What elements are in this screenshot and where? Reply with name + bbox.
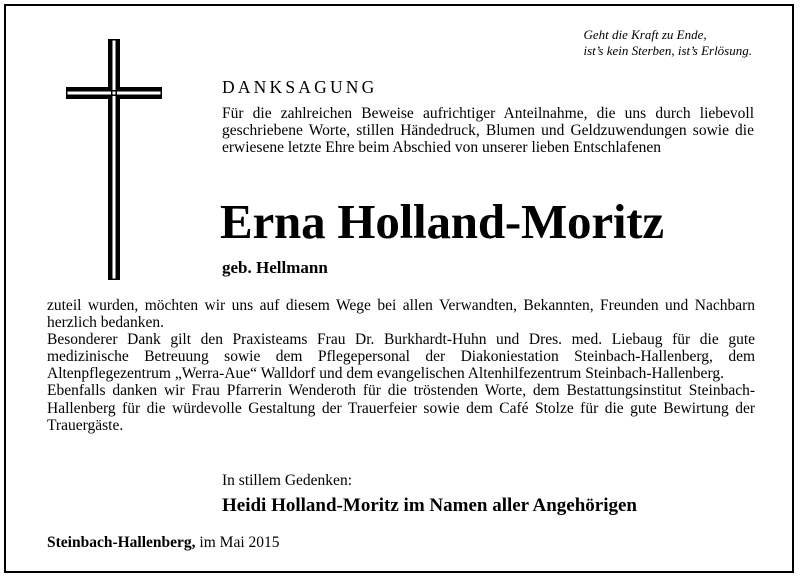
deceased-name: Erna Holland-Moritz: [220, 194, 664, 249]
thanks-paragraph: Besonderer Dank gilt den Praxisteams Frau Dr. Burkhardt-Huhn und Dres. med. Liebaug für die gute medizinische Betreuung sowie dem Pflegepersonal der Diakoniestation Steinbach-Hallenberg, dem Altenpflegezentrum „Werra-Aue“ Walldorf und dem evangelischen Altenhilfezentrum Steinbach-Hallenberg.: [47, 331, 755, 383]
place-name: Steinbach-Hallenberg,: [47, 534, 196, 551]
date-text: im Mai 2015: [199, 534, 280, 551]
maiden-name: geb. Hellmann: [222, 258, 328, 277]
memory-line: In stillem Gedenken:: [222, 472, 352, 489]
quote-line-1: Geht die Kraft zu Ende,: [583, 27, 707, 42]
thanks-body: [47, 297, 755, 434]
intro-text: Für die zahlreichen Beweise aufrichtiger Anteilnahme, die uns durch liebevoll geschriebene Worte, stillen Händedruck, Blumen und Geldzuwendungen sowie die erwiesene letzte Ehre beim Abschied von unserer lieben Entschlafenen: [222, 105, 754, 157]
thanks-paragraph: zuteil wurden, möchten wir uns auf diesem Wege bei allen Verwandten, Bekannten, Freunden und Nachbarn herzlich bedanken.: [47, 297, 755, 332]
quote-line-2: ist’s kein Sterben, ist’s Erlösung.: [583, 43, 752, 58]
signer-name: Heidi Holland-Moritz im Namen aller Angehörigen: [222, 495, 637, 516]
epigraph-quote: [583, 27, 752, 59]
cross-icon: [66, 39, 162, 280]
notice-heading: DANKSAGUNG: [222, 77, 378, 97]
place-date: [47, 534, 280, 552]
thanks-paragraph: Ebenfalls danken wir Frau Pfarrerin Wenderoth für die tröstenden Worte, dem Bestattungsinstitut Steinbach-Hallenberg für die würdevolle Gestaltung der Trauerfeier sowie dem Café Stolze für die gute Bewirtung der Trauergäste.: [47, 382, 755, 434]
